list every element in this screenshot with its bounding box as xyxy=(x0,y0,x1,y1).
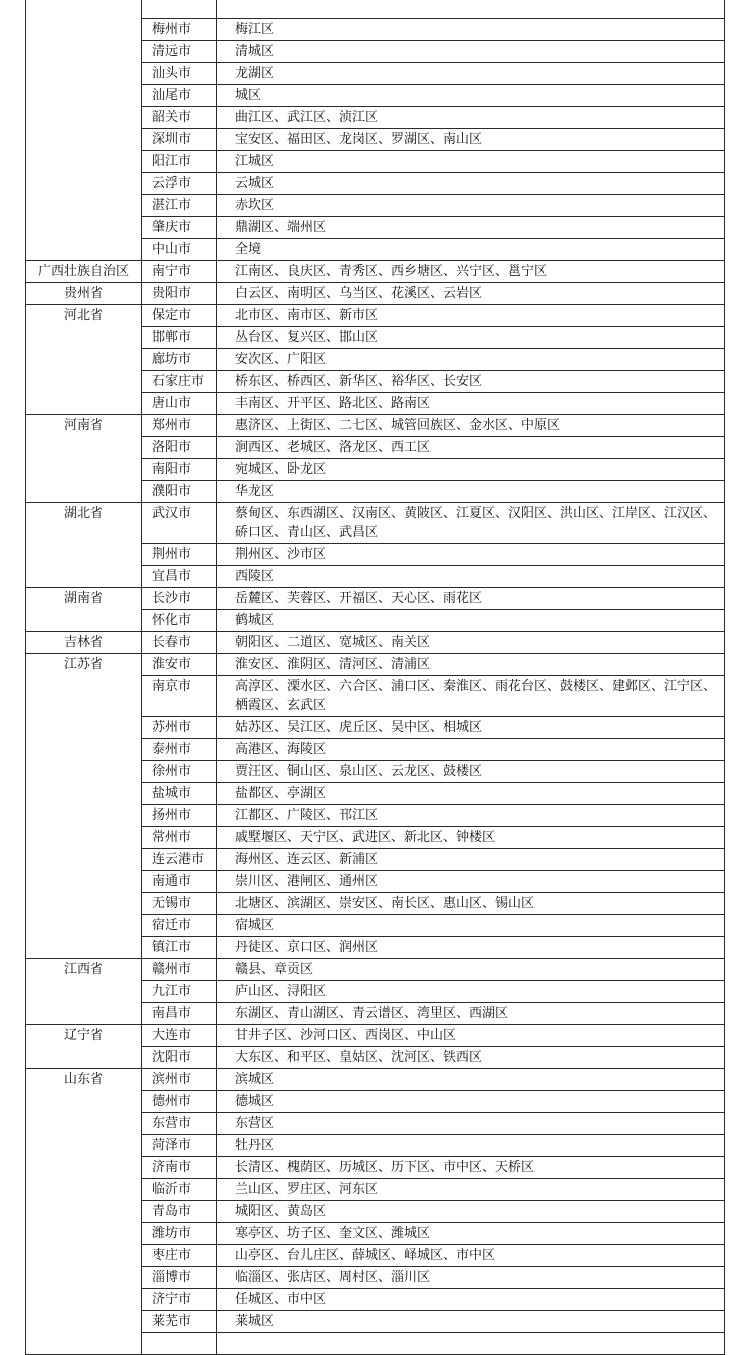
city-cell: 滨州市 xyxy=(142,1069,217,1091)
district-cell: 赤坎区 xyxy=(217,195,725,217)
city-cell: 湛江市 xyxy=(142,195,217,217)
province-cell: 山东省 xyxy=(26,1069,142,1355)
city-cell: 无锡市 xyxy=(142,893,217,915)
province-cell: 湖南省 xyxy=(26,588,142,632)
district-cell: 城阳区、黄岛区 xyxy=(217,1201,725,1223)
city-cell: 中山市 xyxy=(142,239,217,261)
district-cell: 丰南区、开平区、路北区、路南区 xyxy=(217,393,725,415)
district-cell: 江城区 xyxy=(217,151,725,173)
district-cell: 赣县、章贡区 xyxy=(217,959,725,981)
city-cell: 长春市 xyxy=(142,632,217,654)
district-cell: 庐山区、浔阳区 xyxy=(217,981,725,1003)
city-cell: 徐州市 xyxy=(142,761,217,783)
city-cell: 宜昌市 xyxy=(142,566,217,588)
city-cell: 枣庄市 xyxy=(142,1245,217,1267)
district-cell: 崇川区、港闸区、通州区 xyxy=(217,871,725,893)
city-cell: 唐山市 xyxy=(142,393,217,415)
table-row xyxy=(26,654,725,676)
city-cell: 南宁市 xyxy=(142,261,217,283)
city-cell: 南阳市 xyxy=(142,459,217,481)
province-cell: 吉林省 xyxy=(26,632,142,654)
district-cell: 白云区、南明区、乌当区、花溪区、云岩区 xyxy=(217,283,725,305)
district-cell: 高淳区、溧水区、六合区、浦口区、秦淮区、雨花台区、鼓楼区、建邺区、江宁区、栖霞区、玄武区 xyxy=(217,676,725,717)
district-cell: 高港区、海陵区 xyxy=(217,739,725,761)
city-cell: 泰州市 xyxy=(142,739,217,761)
city-cell: 淄博市 xyxy=(142,1267,217,1289)
district-cell: 寒亭区、坊子区、奎文区、潍城区 xyxy=(217,1223,725,1245)
district-cell: 梅江区 xyxy=(217,19,725,41)
district-cell: 北市区、南市区、新市区 xyxy=(217,305,725,327)
district-cell xyxy=(217,1333,725,1355)
city-cell: 南昌市 xyxy=(142,1003,217,1025)
table-row xyxy=(26,1069,725,1091)
district-cell: 华龙区 xyxy=(217,481,725,503)
district-cell: 宿城区 xyxy=(217,915,725,937)
city-cell: 宿迁市 xyxy=(142,915,217,937)
district-cell: 宛城区、卧龙区 xyxy=(217,459,725,481)
city-cell: 临沂市 xyxy=(142,1179,217,1201)
city-cell: 保定市 xyxy=(142,305,217,327)
district-cell: 惠济区、上街区、二七区、城管回族区、金水区、中原区 xyxy=(217,415,725,437)
province-cell: 贵州省 xyxy=(26,283,142,305)
city-cell: 德州市 xyxy=(142,1091,217,1113)
district-cell: 西陵区 xyxy=(217,566,725,588)
district-cell: 贾汪区、铜山区、泉山区、云龙区、鼓楼区 xyxy=(217,761,725,783)
district-cell: 临淄区、张店区、周村区、淄川区 xyxy=(217,1267,725,1289)
city-cell: 深圳市 xyxy=(142,129,217,151)
city-cell: 盐城市 xyxy=(142,783,217,805)
district-cell: 荆州区、沙市区 xyxy=(217,544,725,566)
district-cell: 淮安区、淮阴区、清河区、清浦区 xyxy=(217,654,725,676)
district-cell: 兰山区、罗庄区、河东区 xyxy=(217,1179,725,1201)
district-cell: 东营区 xyxy=(217,1113,725,1135)
city-cell: 扬州市 xyxy=(142,805,217,827)
city-cell: 荆州市 xyxy=(142,544,217,566)
city-cell: 长沙市 xyxy=(142,588,217,610)
district-cell: 丛台区、复兴区、邯山区 xyxy=(217,327,725,349)
district-cell: 滨城区 xyxy=(217,1069,725,1091)
city-cell: 清远市 xyxy=(142,41,217,63)
city-cell: 潍坊市 xyxy=(142,1223,217,1245)
district-cell: 安次区、广阳区 xyxy=(217,349,725,371)
city-cell: 青岛市 xyxy=(142,1201,217,1223)
city-cell: 阳江市 xyxy=(142,151,217,173)
city-cell xyxy=(142,1333,217,1355)
city-cell: 云浮市 xyxy=(142,173,217,195)
district-cell: 山亭区、台儿庄区、薛城区、峄城区、市中区 xyxy=(217,1245,725,1267)
city-cell: 汕尾市 xyxy=(142,85,217,107)
city-cell: 大连市 xyxy=(142,1025,217,1047)
district-cell: 长清区、槐荫区、历城区、历下区、市中区、天桥区 xyxy=(217,1157,725,1179)
city-cell: 肇庆市 xyxy=(142,217,217,239)
city-cell: 沈阳市 xyxy=(142,1047,217,1069)
city-cell: 济南市 xyxy=(142,1157,217,1179)
district-cell: 蔡甸区、东西湖区、汉南区、黄陂区、江夏区、汉阳区、洪山区、江岸区、江汉区、硚口区、青山区、武昌区 xyxy=(217,503,725,544)
table-row xyxy=(26,588,725,610)
table-row xyxy=(26,261,725,283)
district-cell: 清城区 xyxy=(217,41,725,63)
city-cell: 连云港市 xyxy=(142,849,217,871)
city-cell: 镇江市 xyxy=(142,937,217,959)
district-cell: 盐都区、亭湖区 xyxy=(217,783,725,805)
district-cell: 桥东区、桥西区、新华区、裕华区、长安区 xyxy=(217,371,725,393)
city-cell: 莱芜市 xyxy=(142,1311,217,1333)
city-cell: 菏泽市 xyxy=(142,1135,217,1157)
city-cell: 淮安市 xyxy=(142,654,217,676)
city-cell: 苏州市 xyxy=(142,717,217,739)
city-cell: 东营市 xyxy=(142,1113,217,1135)
district-cell: 大东区、和平区、皇姑区、沈河区、铁西区 xyxy=(217,1047,725,1069)
city-cell: 赣州市 xyxy=(142,959,217,981)
province-cell: 江西省 xyxy=(26,959,142,1025)
city-cell: 济宁市 xyxy=(142,1289,217,1311)
district-cell: 北塘区、滨湖区、崇安区、南长区、惠山区、锡山区 xyxy=(217,893,725,915)
province-cell: 湖北省 xyxy=(26,503,142,588)
district-cell: 江都区、广陵区、邗江区 xyxy=(217,805,725,827)
city-cell: 石家庄市 xyxy=(142,371,217,393)
district-cell: 甘井子区、沙河口区、西岗区、中山区 xyxy=(217,1025,725,1047)
city-cell: 汕头市 xyxy=(142,63,217,85)
region-table xyxy=(25,0,725,1355)
city-cell: 九江市 xyxy=(142,981,217,1003)
district-cell: 涧西区、老城区、洛龙区、西工区 xyxy=(217,437,725,459)
district-cell: 龙湖区 xyxy=(217,63,725,85)
province-cell xyxy=(26,0,142,261)
city-cell: 濮阳市 xyxy=(142,481,217,503)
district-cell: 鼎湖区、端州区 xyxy=(217,217,725,239)
district-cell: 德城区 xyxy=(217,1091,725,1113)
district-cell: 东湖区、青山湖区、青云谱区、湾里区、西湖区 xyxy=(217,1003,725,1025)
city-cell: 南通市 xyxy=(142,871,217,893)
city-cell: 韶关市 xyxy=(142,107,217,129)
table-row xyxy=(26,0,725,19)
city-cell: 郑州市 xyxy=(142,415,217,437)
city-cell: 邯郸市 xyxy=(142,327,217,349)
table-row xyxy=(26,283,725,305)
district-cell: 鹤城区 xyxy=(217,610,725,632)
district-cell: 朝阳区、二道区、宽城区、南关区 xyxy=(217,632,725,654)
city-cell: 洛阳市 xyxy=(142,437,217,459)
city-cell: 常州市 xyxy=(142,827,217,849)
district-cell: 牡丹区 xyxy=(217,1135,725,1157)
table-row xyxy=(26,959,725,981)
province-cell: 辽宁省 xyxy=(26,1025,142,1069)
city-cell: 贵阳市 xyxy=(142,283,217,305)
province-cell: 河南省 xyxy=(26,415,142,503)
city-cell: 廊坊市 xyxy=(142,349,217,371)
district-cell: 岳麓区、芙蓉区、开福区、天心区、雨花区 xyxy=(217,588,725,610)
district-cell: 宝安区、福田区、龙岗区、罗湖区、南山区 xyxy=(217,129,725,151)
district-cell: 江南区、良庆区、青秀区、西乡塘区、兴宁区、邕宁区 xyxy=(217,261,725,283)
district-cell: 丹徒区、京口区、润州区 xyxy=(217,937,725,959)
district-cell: 戚墅堰区、天宁区、武进区、新北区、钟楼区 xyxy=(217,827,725,849)
province-cell: 广西壮族自治区 xyxy=(26,261,142,283)
table-row xyxy=(26,503,725,544)
city-cell: 南京市 xyxy=(142,676,217,717)
table-row xyxy=(26,632,725,654)
city-cell: 武汉市 xyxy=(142,503,217,544)
city-cell xyxy=(142,0,217,19)
table-row xyxy=(26,415,725,437)
district-cell: 曲江区、武江区、浈江区 xyxy=(217,107,725,129)
table-row xyxy=(26,305,725,327)
district-cell: 任城区、市中区 xyxy=(217,1289,725,1311)
district-cell: 城区 xyxy=(217,85,725,107)
district-cell: 全境 xyxy=(217,239,725,261)
district-cell: 莱城区 xyxy=(217,1311,725,1333)
district-cell xyxy=(217,0,725,19)
city-cell: 怀化市 xyxy=(142,610,217,632)
city-cell: 梅州市 xyxy=(142,19,217,41)
district-cell: 姑苏区、吴江区、虎丘区、吴中区、相城区 xyxy=(217,717,725,739)
district-cell: 云城区 xyxy=(217,173,725,195)
province-cell: 河北省 xyxy=(26,305,142,415)
district-cell: 海州区、连云区、新浦区 xyxy=(217,849,725,871)
table-body xyxy=(26,0,725,1355)
province-cell: 江苏省 xyxy=(26,654,142,959)
table-row xyxy=(26,1025,725,1047)
